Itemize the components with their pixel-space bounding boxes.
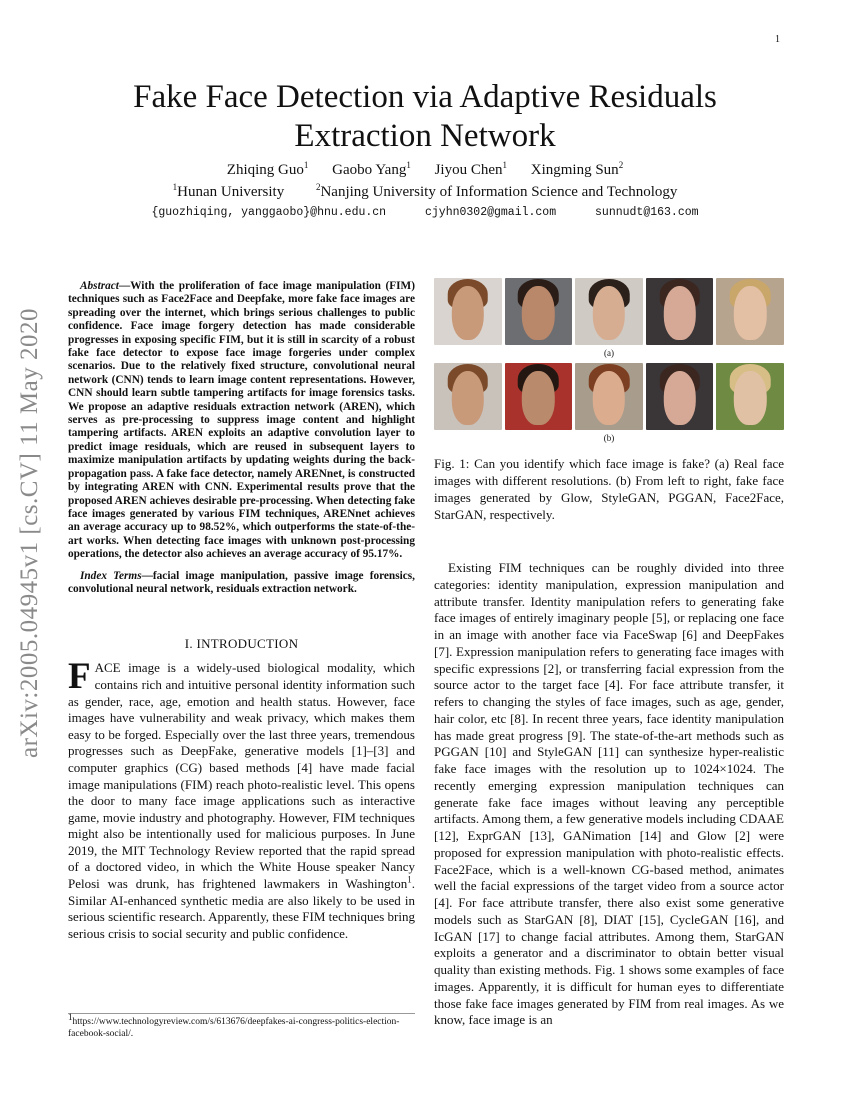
subfigure-label-a: (a) [604,348,614,358]
face-image [716,278,784,345]
face-image [434,363,502,430]
face-image [575,278,643,345]
fake-faces-row [434,363,784,430]
figure-caption: Fig. 1: Can you identify which face image is fake? (a) Real face images with different resolutions. (b) From left to right, fake face images generated by Glow, StyleGAN, PGGAN, Face2Face, StarGAN, respectively. [434,456,784,522]
introduction-paragraph [68,656,415,942]
index-terms-lead: Index Terms [80,569,142,582]
section-heading-introduction: I. INTRODUCTION [184,636,299,652]
affiliation: $^2$Nanjing University of Information Science and Technology [315,182,678,200]
email: cjyhn0302@gmail.com [424,206,557,219]
subfigure-label-b: (b) [603,433,615,443]
email: {guozhiqing, yanggaobo}@hnu.edu.cn [151,206,387,219]
index-terms-text: —facial image manipulation, passive image forensics, convolutional neural network, residuals extraction network. [68,569,415,595]
page-number: 1 [775,34,780,45]
real-faces-row [434,278,784,345]
footnote-mark: 1 [68,1011,73,1022]
email: sunnudt@163.com [595,206,699,219]
title-line-1: Fake Face Detection via Adaptive Residuals [133,79,717,115]
author: Xingming Sun$^2$ [530,160,624,178]
author-list [100,162,750,179]
abstract-text: —With the proliferation of face image manipulation (FIM) techniques such as Face2Face and Deepfake, more fake face images are spreading over the internet, which brings serious challenges to public confidence. Face image forgery detection has made considerable progresses in exposing specific FIM, but it is still in scarcity of a robust fake face detector to expose face image forgeries under complex scenarios. Due to the relatively fixed structure, convolutional neural network (CNN) tends to learn image content representations. However, CNN should learn subtle tampering artifacts for image forensics tasks. We propose an adaptive residuals extraction network (AREN), which serves as pre-processing to suppress image content and highlight tampering artifacts. AREN exploits an adaptive convolution layer to predict image residuals, which are reused in subsequent layers to maximize manipulation artifacts by updating weights during the back-propagation pass. A fake face detector, namely ARENnet, is constructed by integrating AREN with CNN. Experimental results prove that the proposed AREN achieves desirable pre-processing. When detecting fake face images generated by various FIM techniques, ARENnet achieves an average accuracy up to 98.52%, which outperforms the state-of-the-art works. When detecting face images with unknown post-processing operations, the detector also achieves an average accuracy of 95.17%. [68,280,415,561]
footnote [68,1013,415,1040]
arxiv-stamp: arXiv:2005.04945v1 [cs.CV] 11 May 2020 [16,308,44,758]
author: Gaobo Yang$^1$ [332,160,411,178]
figure-1 [434,278,784,523]
face-image [716,363,784,430]
abstract [68,280,415,562]
author: Zhiqing Guo$^1$ [226,160,309,178]
face-image [575,363,643,430]
footnote-ref[interactable]: 1 [407,874,412,885]
author: Jiyou Chen$^1$ [434,160,507,178]
face-image [434,278,502,345]
abstract-lead: Abstract [80,280,119,292]
left-column [68,280,415,942]
face-image [505,278,573,345]
affiliation: $^1$Hunan University [172,182,285,200]
drop-cap: F [68,656,91,698]
face-image [646,278,714,345]
email-list [100,206,750,219]
index-terms [68,570,415,597]
title-line-2: Extraction Network [294,118,556,154]
face-image [505,363,573,430]
arxiv-stamp-container [16,283,44,783]
affiliation-list [100,184,750,201]
right-column-paragraph: Existing FIM techniques can be roughly divided into three categories: identity manipulation, expression manipulation and attribute transfer. Identity manipulation refers to generating fake face images of entirely imaginary people [5], or replacing one face in an image with another face via FaceSwap [6] and DeepFakes [7]. Expression manipulation refers to generating face images with specific expressions [2], or transferring facial expression from the source actor to the target face [4]. For face attribute transfer, it refers to changing the styles of face images, such as age, gender, hair color, etc [8]. In recent three years, face identity manipulation has made great progress [9]. The state-of-the-art methods such as PGGAN [10] and StyleGAN [11] can synthesize hyper-realistic fake face images with the resolution up to 1024×1024. The recently emerging expression manipulation techniques can generate fake face images without leaving any perceptible artifacts. Among them, a few generative models including CDAAE [12], ExprGAN [13], GANimation [14] and Glow [2] were proposed for expression manipulation with photo-realistic effects. Face2Face, which is a well-known CG-based method, animates well the facial expressions of the target video from a source actor [4]. For face attribute transfer, there also exist some generative models such as StarGAN [8], DIAT [15], CycleGAN [16], and IcGAN [17] to change facial attributes. Among them, StarGAN exploits a generator and a discriminator to obtain better visual quality than existing methods. Fig. 1 shows some examples of face images. Apparently, it is difficult for human eyes to differentiate those fake face images generated by FIM from real images. As we know, face image is an [434,560,784,1028]
face-image [646,363,714,430]
intro-text-after-footnote: . Similar AI-enhanced synthetic media are also likely to be used in serious scientific research. Apparently, these FIM techniques bring serious crisis to social security and public confidence. [68,876,415,941]
paper-title [100,78,750,156]
footnote-url[interactable]: https://www.technologyreview.com/s/613676/deepfakes-ai-congress-politics-election-facebook-social/. [68,1017,400,1039]
intro-text-before-footnote: ACE image is a widely-used biological modality, which contains rich and intuitive personal identity information such as gender, race, age, emotion and health status. However, face images have vulnerability and weak privacy, which makes them easy to be forged. Especially over the last three years, tremendous progresses such as DeepFake, generative models [1]–[3] and computer graphics (CG) based methods [4] have made facial image manipulations (FIM) reach photo-realistic level. This opens the door to many face image applications such as interactive game, movie industry and photography. However, FIM techniques might also be intentionally used for malicious purposes. In June 2019, the MIT Technology Review reported that the rapid spread of a doctored video, in which the White House speaker Nancy Pelosi was drunk, has frightened lawmakers in Washington [68,660,415,892]
